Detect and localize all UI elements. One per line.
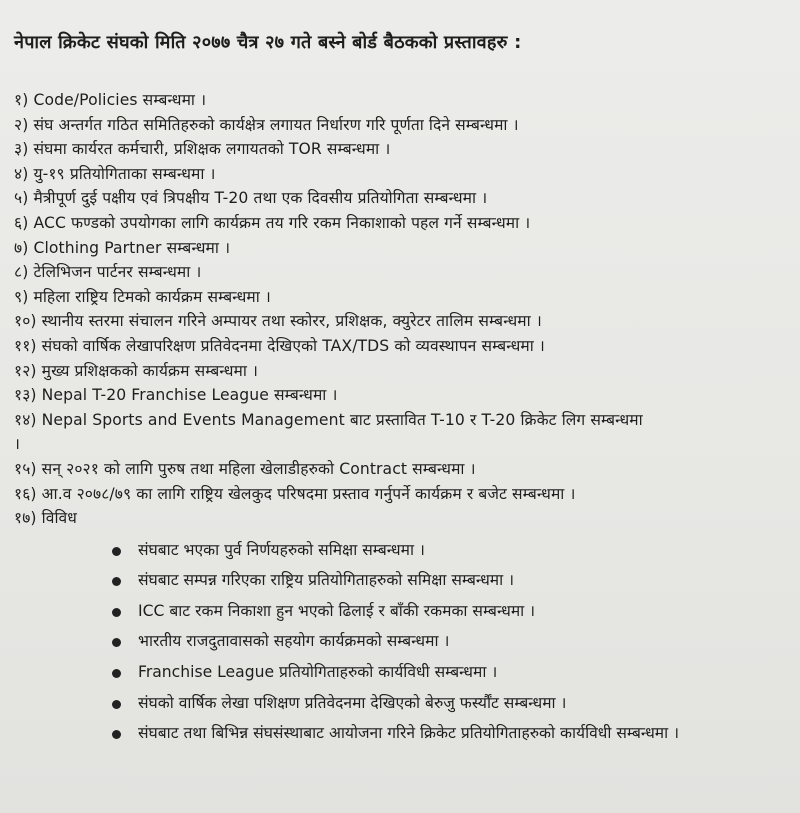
item-number: ८): [14, 263, 29, 282]
sub-item-3: [14, 596, 800, 627]
agenda-item-4: [14, 162, 800, 187]
sub-item-5: [14, 657, 800, 688]
sub-item-text: संघबाट भएका पुर्व निर्णयहरुको समिक्षा सम्बन्धमा ।: [138, 540, 425, 559]
item-text: Clothing Partner सम्बन्धमा ।: [33, 238, 231, 257]
sub-item-text: संघबाट सम्पन्न गरिएका राष्ट्रिय प्रतियोगिताहरुको समिक्षा सम्बन्धमा ।: [138, 571, 515, 590]
agenda-item-17: [14, 506, 800, 531]
agenda-item-1: [14, 88, 800, 113]
item-number: १०): [14, 312, 37, 331]
item-text: आ.व २०७८/७९ का लागि राष्ट्रिय खेलकुद परिषदमा प्रस्ताव गर्नुपर्ने कार्यक्रम र बजेट सम्बन्धमा ।: [41, 484, 576, 503]
sub-item-text: ICC बाट रकम निकाशा हुन भएको ढिलाई र बाँकी रकमका सम्बन्धमा ।: [138, 601, 536, 620]
item-number: ६): [14, 213, 29, 232]
item-text: महिला राष्ट्रिय टिमको कार्यक्रम सम्बन्धमा ।: [33, 287, 271, 306]
item-text: स्थानीय स्तरमा संचालन गरिने अम्पायर तथा स्कोरर, प्रशिक्षक, क्युरेटर तालिम सम्बन्धमा ।: [41, 312, 542, 331]
item-number: १७): [14, 509, 37, 528]
item-number: ४): [14, 164, 29, 183]
item-text: मैत्रीपूर्ण दुई पक्षीय एवं त्रिपक्षीय T-20 तथा एक दिवसीय प्रतियोगिता सम्बन्धमा ।: [33, 189, 488, 208]
item-number: ११): [14, 336, 37, 355]
agenda-item-7: [14, 236, 800, 261]
item-text: मुख्य प्रशिक्षकको कार्यक्रम सम्बन्धमा ।: [41, 361, 259, 380]
sub-item-text: संघबाट तथा बिभिन्न संघसंस्थाबाट आयोजना गरिने क्रिकेट प्रतियोगिताहरुको कार्यविधी सम्बन्धमा ।: [138, 724, 680, 743]
sub-item-7: [14, 718, 800, 746]
agenda-item-14-continuation: ।: [14, 435, 20, 454]
agenda-item-15: [14, 457, 800, 482]
bullet-icon: [112, 669, 121, 678]
item-number: १६): [14, 484, 37, 503]
item-number: १३): [14, 386, 37, 405]
bullet-icon: [112, 608, 121, 617]
item-number: ७): [14, 238, 29, 257]
agenda-item-9: [14, 285, 800, 310]
agenda-item-3: [14, 137, 800, 162]
agenda-item-11: [14, 334, 800, 359]
item-text: Code/Policies सम्बन्धमा ।: [33, 91, 207, 109]
item-text: सन् २०२१ को लागि पुरुष तथा महिला खेलाडीहरुको Contract सम्बन्धमा ।: [41, 459, 476, 478]
document-title: नेपाल क्रिकेट संघको मिति २०७७ चैत्र २७ गते बस्ने बोर्ड बैठकको प्रस्तावहरु :: [14, 32, 522, 53]
item-text: संघको वार्षिक लेखापरिक्षण प्रतिवेदनमा देखिएको TAX/TDS को व्यवस्थापन सम्बन्धमा ।: [41, 336, 545, 355]
agenda-item-6: [14, 211, 800, 236]
sub-item-text: Franchise League प्रतियोगिताहरुको कार्यविधी सम्बन्धमा ।: [138, 663, 498, 682]
bullet-icon: [112, 700, 121, 709]
item-text: विविध: [41, 509, 77, 528]
item-number: १२): [14, 361, 37, 380]
sub-item-text: भारतीय राजदुतावासको सहयोग कार्यक्रमको सम्बन्धमा ।: [138, 632, 450, 651]
sub-item-6: [14, 688, 800, 719]
misc-sub-list: [14, 535, 800, 747]
sub-item-1: [14, 535, 800, 566]
item-text: यु-१९ प्रतियोगिताका सम्बन्धमा ।: [33, 164, 216, 183]
item-number: १): [14, 91, 29, 109]
item-text: संघ अन्तर्गत गठित समितिहरुको कार्यक्षेत्र लगायत निर्धारण गरि पूर्णता दिने सम्बन्धमा ।: [33, 115, 519, 134]
agenda-item-12: [14, 359, 800, 384]
item-number: १५): [14, 459, 37, 478]
item-text: Nepal Sports and Events Management बाट प्रस्तावित T-10 र T-20 क्रिकेट लिग सम्बन्धमा: [41, 410, 643, 429]
item-number: ९): [14, 287, 29, 306]
item-text: टेलिभिजन पार्टनर सम्बन्धमा ।: [33, 263, 202, 282]
sub-item-text: संघको वार्षिक लेखा पशिक्षण प्रतिवेदनमा देखिएको बेरुजु फर्स्यौंट सम्बन्धमा ।: [138, 693, 567, 712]
agenda-item-16: [14, 482, 800, 507]
item-text: संघमा कार्यरत कर्मचारी, प्रशिक्षक लगायतको TOR सम्बन्धमा ।: [33, 140, 391, 159]
agenda-item-8: [14, 260, 800, 285]
item-number: २): [14, 115, 29, 134]
sub-item-4: [14, 626, 800, 657]
item-text: ACC फण्डको उपयोगका लागि कार्यक्रम तय गरि रकम निकाशाको पहल गर्ने सम्बन्धमा ।: [33, 213, 531, 232]
agenda-item-13: [14, 383, 800, 408]
item-number: ३): [14, 140, 29, 159]
item-number: १४): [14, 410, 37, 429]
sub-item-2: [14, 565, 800, 596]
agenda-item-10: [14, 309, 800, 334]
agenda-item-14: [14, 408, 800, 433]
agenda-item-2: [14, 113, 800, 138]
agenda-item-5: [14, 186, 800, 211]
bullet-icon: [112, 547, 121, 556]
item-number: ५): [14, 189, 29, 208]
item-text: Nepal T-20 Franchise League सम्बन्धमा ।: [41, 386, 338, 405]
agenda-list: [14, 88, 800, 531]
